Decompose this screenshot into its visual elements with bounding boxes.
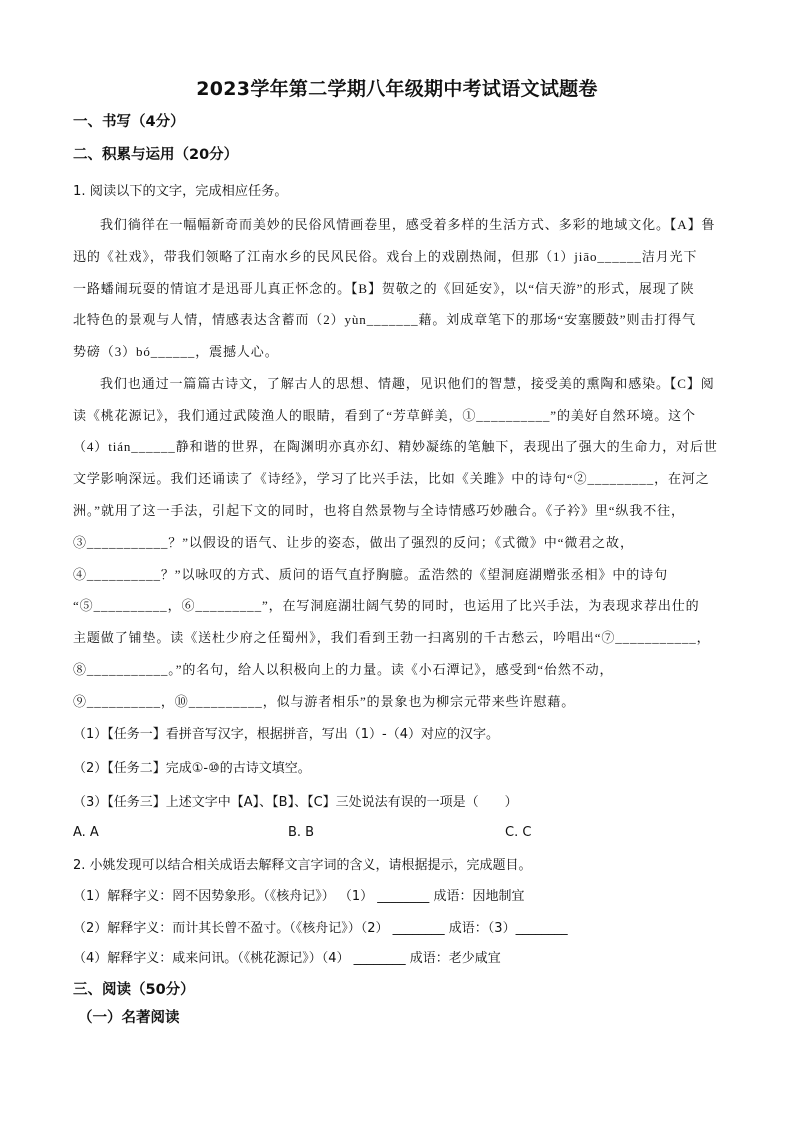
choice-b[interactable]: B. B [288, 825, 315, 840]
question-2-item: （1）解释字义：罔不因势象形。（《核舟记》） （1） ________ 成语：因地制宜 [73, 889, 525, 904]
passage-line: 洲。”就用了这一手法，引起下文的同时，也将自然景物与全诗情感巧妙融合。《子衿》里“纵我不往， [73, 503, 685, 518]
passage-line: 文学影响深远。我们还诵读了《诗经》，学习了比兴手法，比如《关雎》中的诗句“②_________，在河之 [73, 471, 710, 486]
section-heading-reading: 三、阅读（50分） [73, 982, 195, 998]
passage-line: ⑧___________。”的名句，给人以积极向上的力量。读《小石潭记》，感受到“佁然不动， [73, 662, 614, 677]
page-title: 2023学年第二学期八年级期中考试语文试题卷 [196, 78, 598, 100]
task-1: （1）【任务一】看拼音写汉字，根据拼音，写出（1）-（4）对应的汉字。 [73, 727, 500, 742]
passage-line: 我们也通过一篇篇古诗文，了解古人的思想、情趣，见识他们的智慧，接受美的熏陶和感染。【C】阅 [100, 376, 715, 391]
section-heading-writing: 一、书写（4分） [73, 114, 185, 130]
passage-line: 读《桃花源记》，我们通过武陵渔人的眼睛，看到了“芳草鲜美，①__________”的美好自然环境。这个 [73, 408, 696, 423]
passage-line: 迅的《社戏》，带我们领略了江南水乡的民风民俗。戏台上的戏剧热闹，但那（1）jiāo______洁月光下 [73, 249, 698, 264]
question-2-item: （4）解释字义：咸来问讯。（《桃花源记》）（4） ________ 成语：老少咸宜 [73, 951, 501, 966]
task-2: （2）【任务二】完成①-⑩的古诗文填空。 [73, 761, 311, 776]
passage-line: 一路蟠闹玩耍的情谊才是迅哥儿真正怀念的。【B】贺敬之的《回延安》，以“信天游”的形式，展现了陕 [73, 281, 695, 296]
passage-line: 我们徜徉在一幅幅新奇而美妙的民俗风情画卷里，感受着多样的生活方式、多彩的地域文化。【A】鲁 [100, 217, 716, 232]
passage-line: 势磅（3）bó______，震撼人心。 [73, 344, 279, 359]
subsection-heading-classics: （一）名著阅读 [78, 1010, 180, 1026]
section-heading-accumulation: 二、积累与运用（20分） [73, 147, 239, 163]
question-2-item: （2）解释字义：而计其长曾不盈寸。（《核舟记》）（2） ________ 成语：（3）________ [73, 921, 568, 936]
task-3: （3）【任务三】上述文字中【A】、【B】、【C】三处说法有误的一项是（ ） [73, 795, 518, 810]
passage-line: ⑨__________，⑩__________，似与游者相乐”的景象也为柳宗元带来些许慰藉。 [73, 694, 576, 709]
question-1-intro: 1. 阅读以下的文字，完成相应任务。 [73, 184, 288, 199]
passage-line: “⑤__________，⑥_________”，在写洞庭湖壮阔气势的同时，也运用了比兴手法，为表现求荐出仕的 [73, 598, 700, 613]
passage-line: （4）tián______静和谐的世界，在陶渊明亦真亦幻、精妙凝练的笔触下，表现出了强大的生命力，对后世 [73, 439, 718, 454]
passage-line: 北特色的景观与人情，情感表达含蓄而（2）yùn_______藉。刘成章笔下的那场“安塞腰鼓”则击打得气 [73, 312, 696, 327]
question-2-intro: 2. 小姚发现可以结合相关成语去解释文言字词的含义，请根据提示，完成题目。 [73, 858, 532, 873]
choice-a[interactable]: A. A [73, 825, 99, 840]
choice-c[interactable]: C. C [505, 825, 532, 840]
passage-line: ④__________？”以咏叹的方式、质问的语气直抒胸臆。孟浩然的《望洞庭湖赠张丞相》中的诗句 [73, 567, 668, 582]
passage-line: 主题做了铺垫。读《送杜少府之任蜀州》，我们看到王勃一扫离别的千古愁云，吟唱出“⑦___________， [73, 630, 711, 645]
passage-line: ③___________？”以假设的语气、让步的姿态，做出了强烈的反问；《式微》中“微君之故， [73, 535, 634, 550]
